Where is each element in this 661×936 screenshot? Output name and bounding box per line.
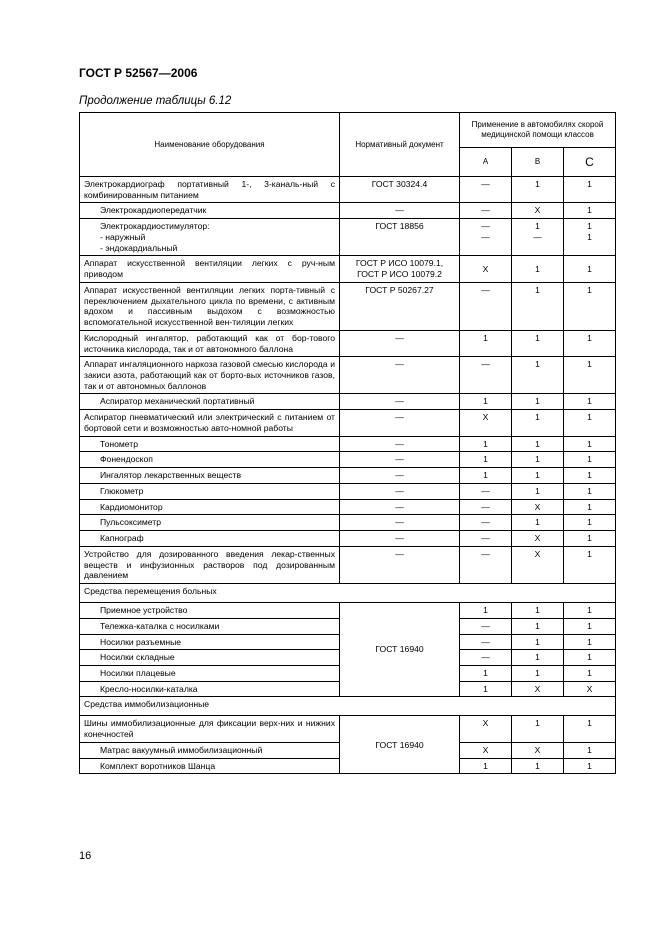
class-c-value: 1 [564, 468, 616, 484]
table-row [80, 219, 616, 256]
class-c-value: 1 [564, 394, 616, 410]
class-c-value: 1 [564, 650, 616, 666]
equipment-name: Носилки плацевые [80, 665, 340, 681]
normative-doc: ГОСТ Р ИСО 10079.2 [357, 269, 442, 280]
table-row [80, 177, 616, 203]
class-a-value: — [460, 483, 512, 499]
class-b-value: 1 [512, 716, 564, 742]
class-a-value: — [460, 515, 512, 531]
class-c-value: 1 [564, 665, 616, 681]
class-b-value: 1 [512, 634, 564, 650]
class-a-value: — [460, 177, 512, 203]
class-c-value: 1 [564, 483, 616, 499]
class-c-value: 1 [564, 256, 616, 282]
class-a-value: 1 [460, 468, 512, 484]
class-b-value: X [512, 499, 564, 515]
class-c-value: 1 [564, 531, 616, 547]
class-b-value: 1 [512, 650, 564, 666]
equipment-name: Фонендоскоп [80, 452, 340, 468]
table-row [80, 203, 616, 219]
class-b-value: 1 [512, 330, 564, 356]
class-a-value: 1 [460, 394, 512, 410]
class-a-value: X [460, 742, 512, 758]
class-b-value: X [512, 203, 564, 219]
class-c-value: 1 [587, 221, 592, 232]
class-c-value: 1 [564, 452, 616, 468]
class-a-value: — [460, 357, 512, 394]
normative-doc: — [340, 483, 460, 499]
document-title: ГОСТ Р 52567—2006 [79, 66, 198, 80]
normative-doc: — [340, 410, 460, 436]
class-b-value: X [512, 531, 564, 547]
class-a-value: 1 [460, 681, 512, 697]
class-b-value: 1 [512, 436, 564, 452]
class-c-value: 1 [564, 716, 616, 742]
class-a-values [460, 219, 512, 256]
table-row [80, 256, 616, 282]
normative-doc: — [340, 452, 460, 468]
class-c-value: 1 [564, 603, 616, 619]
class-c-value: 1 [564, 282, 616, 330]
equipment-name: Кардиомонитор [80, 499, 340, 515]
equipment-name: Пульсоксиметр [80, 515, 340, 531]
equipment-name: Приемное устройство [80, 603, 340, 619]
class-c-value: 1 [564, 499, 616, 515]
class-b-value: 1 [512, 410, 564, 436]
class-c-value: 1 [564, 436, 616, 452]
table-row [80, 603, 616, 619]
normative-doc: — [340, 468, 460, 484]
class-a-value: 1 [460, 436, 512, 452]
table-row [80, 282, 616, 330]
class-a-value: 1 [460, 758, 512, 774]
column-header-classes: Применение в автомобилях скорой медицинской помощи классов [460, 113, 616, 148]
table-row [80, 483, 616, 499]
class-a-value: 1 [460, 603, 512, 619]
class-b-value: 1 [512, 357, 564, 394]
section-row [80, 697, 616, 716]
class-b-header: В [512, 148, 564, 177]
class-c-value: 1 [564, 357, 616, 394]
class-c-value: 1 [564, 618, 616, 634]
equipment-name: Кресло-носилки-каталка [80, 681, 340, 697]
class-c-value: 1 [564, 203, 616, 219]
column-header-name: Наименование оборудования [80, 113, 340, 177]
class-a-value: — [481, 231, 490, 242]
class-b-value: 1 [512, 618, 564, 634]
class-c-value: X [564, 681, 616, 697]
table-header-row [80, 113, 616, 148]
class-b-value: 1 [512, 256, 564, 282]
class-a-value: 1 [460, 452, 512, 468]
table-caption: Продолжение таблицы 6.12 [79, 95, 232, 107]
normative-doc: ГОСТ Р ИСО 10079.1, [355, 258, 444, 269]
class-c-value: 1 [564, 410, 616, 436]
table-row [80, 357, 616, 394]
normative-doc: ГОСТ 30324.4 [340, 177, 460, 203]
equipment-name: Тележка-каталка с носилками [80, 618, 340, 634]
equipment-name: Электрокардиопередатчик [80, 203, 340, 219]
normative-doc: — [340, 546, 460, 583]
normative-doc: — [340, 436, 460, 452]
table-row [80, 394, 616, 410]
class-b-value: 1 [512, 665, 564, 681]
normative-doc: — [340, 499, 460, 515]
equipment-name: Устройство для дозированного введения лекар-ственных веществ и инфузионных растворов под дозированным давлением [80, 546, 340, 583]
section-row [80, 584, 616, 603]
equipment-name-group [80, 219, 340, 256]
class-b-value: 1 [512, 758, 564, 774]
class-c-value: 1 [564, 634, 616, 650]
normative-doc: — [340, 203, 460, 219]
equipment-name: Тонометр [80, 436, 340, 452]
class-a-value: — [460, 634, 512, 650]
equipment-subitem: - эндокардиальный [100, 242, 178, 253]
section-title: Средства иммобилизационные [80, 697, 616, 716]
normative-doc: — [340, 515, 460, 531]
table-row [80, 546, 616, 583]
class-c-values [564, 219, 616, 256]
class-b-value: 1 [512, 282, 564, 330]
class-b-value: 1 [512, 603, 564, 619]
class-b-value: 1 [535, 221, 540, 232]
class-b-value: 1 [512, 515, 564, 531]
table-row [80, 452, 616, 468]
table-row [80, 468, 616, 484]
equipment-name: Кислородный ингалятор, работающий как от бор-тового источника кислорода, так и от автономного баллона [80, 330, 340, 356]
class-a-value: — [460, 203, 512, 219]
equipment-name: Носилки складные [80, 650, 340, 666]
class-a-value: — [460, 546, 512, 583]
class-a-value: 1 [460, 330, 512, 356]
class-a-value: — [460, 499, 512, 515]
class-a-value: X [460, 716, 512, 742]
table-row [80, 716, 616, 742]
equipment-name: Электрокардиостимулятор: [100, 221, 210, 232]
class-b-values [512, 219, 564, 256]
column-header-doc: Нормативный документ [340, 113, 460, 177]
class-c-header: С [564, 148, 616, 177]
equipment-name: Комплект воротников Шанца [80, 758, 340, 774]
equipment-name: Аппарат искусственной вентиляции легких порта-тивный с переключением дыхательного цикла по времени, с активным вдохом и пассивным выдохом с возможностью вспомогательной искусственной вен-тиляции легких [80, 282, 340, 330]
table-row [80, 499, 616, 515]
normative-doc: ГОСТ 16940 [340, 716, 460, 774]
class-b-value: X [512, 681, 564, 697]
class-b-value: 1 [512, 468, 564, 484]
equipment-subitem: - наружный [100, 231, 146, 242]
class-c-value: 1 [564, 546, 616, 583]
normative-doc: ГОСТ Р 50267.27 [340, 282, 460, 330]
class-b-value: 1 [512, 483, 564, 499]
equipment-name: Ингалятор лекарственных веществ [80, 468, 340, 484]
class-a-value: X [460, 410, 512, 436]
class-b-value: — [533, 231, 542, 242]
class-c-value: 1 [587, 231, 592, 242]
normative-doc: ГОСТ 18856 [340, 219, 460, 256]
class-c-value: 1 [564, 330, 616, 356]
section-title: Средства перемещения больных [80, 584, 616, 603]
normative-doc: — [340, 394, 460, 410]
class-b-value: 1 [512, 452, 564, 468]
class-b-value: 1 [512, 177, 564, 203]
class-b-value: X [512, 742, 564, 758]
class-a-value: — [460, 531, 512, 547]
class-a-value: 1 [460, 665, 512, 681]
table-row [80, 515, 616, 531]
equipment-table [79, 112, 616, 774]
equipment-name: Аппарат ингаляционного наркоза газовой смесью кислорода и закиси азота, работающий как от борто-вых источников газов, так и от автономных баллонов [80, 357, 340, 394]
equipment-name: Матрас вакуумный иммобилизационный [80, 742, 340, 758]
table-row [80, 410, 616, 436]
normative-doc: — [340, 330, 460, 356]
table-row [80, 436, 616, 452]
class-a-value: — [460, 282, 512, 330]
equipment-name: Аспиратор механический портативный [80, 394, 340, 410]
class-a-value: — [481, 221, 490, 232]
equipment-name: Носилки разъемные [80, 634, 340, 650]
class-b-value: 1 [512, 394, 564, 410]
class-a-header: А [460, 148, 512, 177]
normative-doc: ГОСТ 16940 [340, 603, 460, 697]
table-row [80, 531, 616, 547]
normative-doc-group [340, 256, 460, 282]
equipment-name: Аспиратор пневматический или электрический с питанием от бортовой сети и возможностью авто-номной работы [80, 410, 340, 436]
equipment-name: Глюкометр [80, 483, 340, 499]
class-b-value: X [512, 546, 564, 583]
class-a-value: X [460, 256, 512, 282]
equipment-name: Электрокардиограф портативный 1-, 3-каналь-ный с комбинированным питанием [80, 177, 340, 203]
class-c-value: 1 [564, 177, 616, 203]
class-c-value: 1 [564, 742, 616, 758]
normative-doc: — [340, 531, 460, 547]
class-c-value: 1 [564, 515, 616, 531]
normative-doc: — [340, 357, 460, 394]
equipment-name: Аппарат искусственной вентиляции легких с руч-ным приводом [80, 256, 340, 282]
table-row [80, 330, 616, 356]
page-number: 16 [79, 850, 92, 862]
class-a-value: — [460, 650, 512, 666]
equipment-name: Шины иммобилизационные для фиксации верх-них и нижних конечностей [80, 716, 340, 742]
class-a-value: — [460, 618, 512, 634]
class-c-value: 1 [564, 758, 616, 774]
equipment-name: Капнограф [80, 531, 340, 547]
